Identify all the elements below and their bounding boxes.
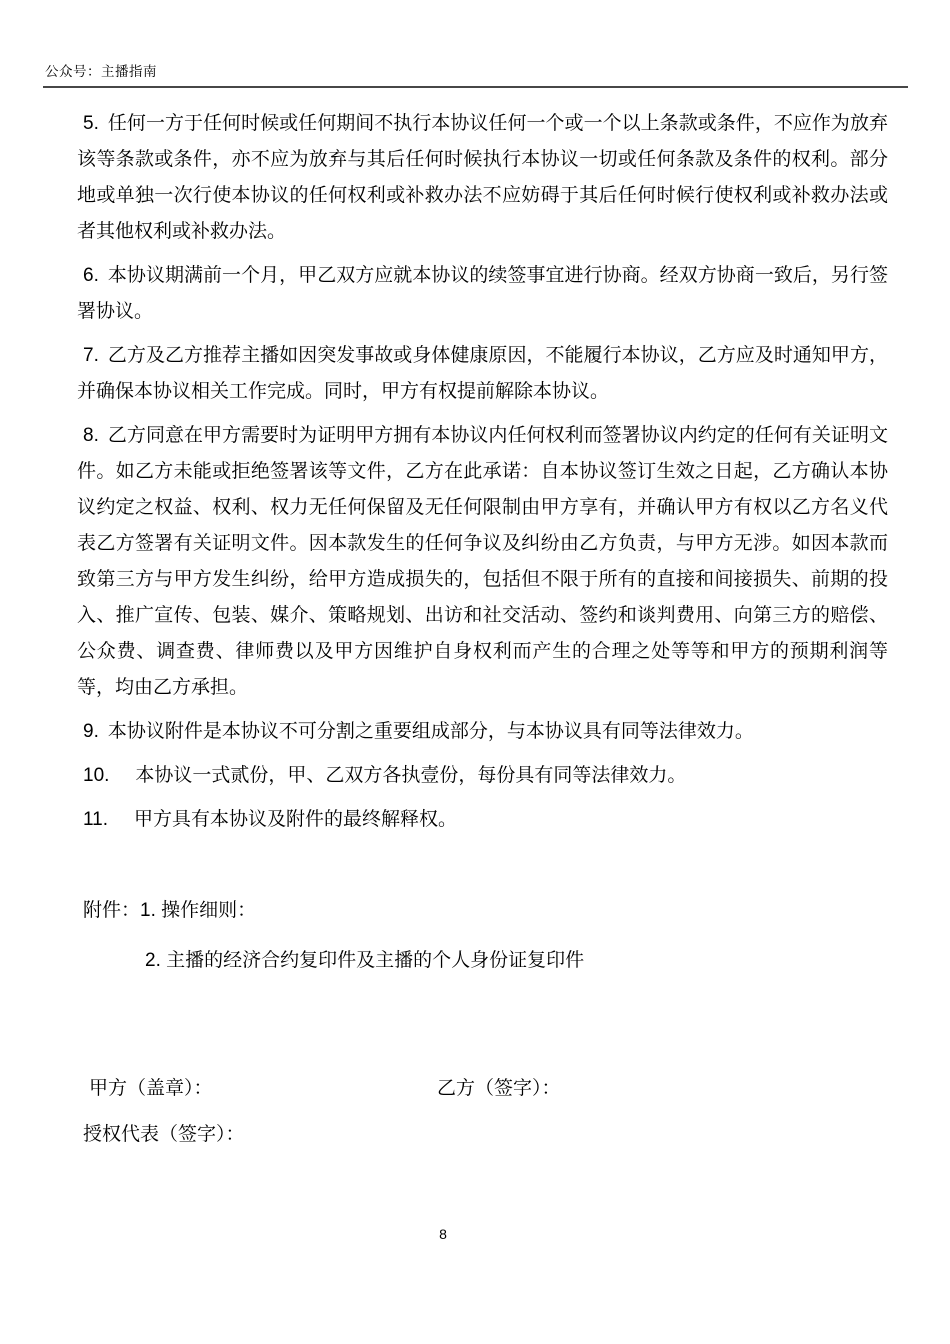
clause-7-text: 乙方及乙方推荐主播如因突发事故或身体健康原因，不能履行本协议，乙方应及时通知甲方，并确保本协议相关工作完成。同时，甲方有权提前解除本协议。 xyxy=(77,345,888,402)
party-b-sign-label: 乙方（签字）： xyxy=(437,1078,561,1099)
signature-row-2 xyxy=(77,1117,888,1153)
clause-6-text: 本协议期满前一个月，甲乙双方应就本协议的续签事宜进行协商。经双方协商一致后，另行签署协议。 xyxy=(77,265,888,322)
clause-10-number: 10. xyxy=(83,765,110,786)
attachments-section xyxy=(77,893,888,979)
clause-5 xyxy=(77,106,888,250)
page-header xyxy=(43,60,908,88)
page-footer xyxy=(0,1226,886,1242)
clause-6 xyxy=(77,258,888,330)
signatures-section xyxy=(77,1071,888,1153)
clause-7-number: 7. xyxy=(83,345,99,366)
clause-8-text: 乙方同意在甲方需要时为证明甲方拥有本协议内任何权利而签署协议内约定的任何有关证明文件。如乙方未能或拒绝签署该等文件，乙方在此承诺：自本协议签订生效之日起，乙方确认本协议约定之权益、权利、权力无任何保留及无任何限制由甲方享有，并确认甲方有权以乙方名义代表乙方签署有关证明文件。因本款发生的任何争议及纠纷由乙方负责，与甲方无涉。如因本款而致第三方与甲方发生纠纷，给甲方造成损失的，包括但不限于所有的直接和间接损失、前期的投入、推广宣传、包装、媒介、策略规划、出访和社交活动、签约和谈判费用、向第三方的赔偿、公众费、调查费、律师费以及甲方因维护自身权利而产生的合理之处等等和甲方的预期利润等等，均由乙方承担。 xyxy=(77,425,888,698)
clause-8 xyxy=(77,418,888,706)
attachment-item-1: 1. 操作细则： xyxy=(140,900,257,921)
header-account-label: 公众号：主播指南 xyxy=(45,64,157,79)
clause-7 xyxy=(77,338,888,410)
clause-9-number: 9. xyxy=(83,721,99,742)
clause-5-text: 任何一方于任何时候或任何期间不执行本协议任何一个或一个以上条款或条件，不应作为放弃该等条款或条件，亦不应为放弃与其后任何时候执行本协议一切或任何条款及条件的权利。部分地或单独一次行使本协议的任何权利或补救办法不应妨碍于其后任何时候行使权利或补救办法或者其他权利或补救办法。 xyxy=(77,113,888,242)
clause-6-number: 6. xyxy=(83,265,99,286)
page-number: 8 xyxy=(439,1226,447,1242)
clause-8-number: 8. xyxy=(83,425,99,446)
clause-11-number: 11. xyxy=(83,809,109,830)
attachments-line-1 xyxy=(77,893,888,929)
clause-11-text: 甲方具有本协议及附件的最终解释权。 xyxy=(134,809,458,830)
party-a-seal-label: 甲方（盖章）： xyxy=(89,1078,213,1099)
auth-rep-sign-label: 授权代表（签字）： xyxy=(83,1124,245,1145)
clause-10-text: 本协议一式贰份，甲、乙双方各执壹份，每份具有同等法律效力。 xyxy=(135,765,687,786)
attachments-line-2 xyxy=(77,943,888,979)
attachments-label: 附件： xyxy=(83,900,141,921)
clause-9 xyxy=(77,714,888,750)
clauses-section xyxy=(77,106,888,846)
clause-9-text: 本协议附件是本协议不可分割之重要组成部分，与本协议具有同等法律效力。 xyxy=(107,721,754,742)
clause-5-number: 5. xyxy=(83,113,99,134)
attachment-item-2: 2. 主播的经济合约复印件及主播的个人身份证复印件 xyxy=(145,950,585,971)
signature-row-1 xyxy=(77,1071,888,1107)
clause-10 xyxy=(77,758,888,794)
clause-11 xyxy=(77,802,888,838)
